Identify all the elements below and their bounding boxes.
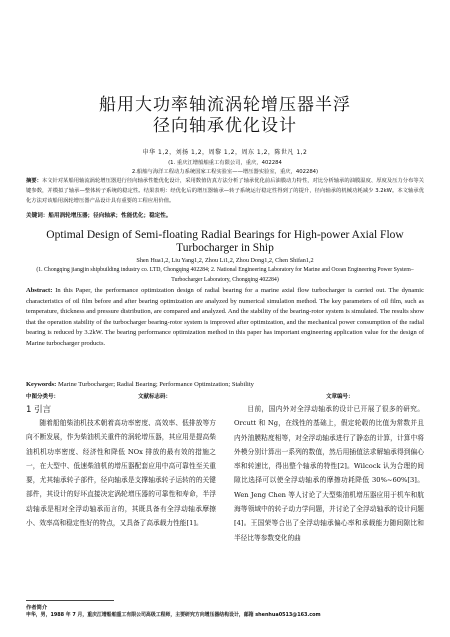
affiliation-cn-1: (1. 重庆江增船舶重工有限公司，重庆，402284 bbox=[168, 160, 282, 166]
body-right-paragraph: 目前，国内外对全浮动轴承的设计已开展了很多的研究。Orcutt 和 Ng，在线性的基础上，假定轮毂的比值为常数并且内外油膜粘度相等，对全浮动轴承进行了静态的计算，计算中将外模分别计算出一系列的数值，然后用插值法求解轴承得到偏心率和转速比，得出整个轴承的特性[2]。Wilcock 认为合理的间隙比选择可以使全浮动轴承的摩擦功耗降低 30%~60%[3]。Wen Jeng Chen 等人讨论了大型柴油机增压器应用于机车和航海等领域中的转子动力学问题，并讨论了全浮动轴承的设计问题[4]。王国荣等合出了全浮动轴承偏心率和承载能力随间隙比和半径比等参数变化的曲 bbox=[234, 405, 424, 542]
class-number-label: 中图分类号： bbox=[26, 394, 60, 400]
abstract-en-label: Abstract: bbox=[26, 287, 53, 294]
keywords-en-text: Marine Turbocharger; Radial Bearing; Performance Optimization; Stability bbox=[56, 381, 254, 388]
authors-cn: 申华 1,2，刘扬 1,2，周黎 1,2，周东 1,2，陈世凡 1,2 bbox=[142, 149, 308, 156]
footnote-author-bio: 申华，男，1988 年 7 月，重庆江增船舶重工有限公司高级工程师，主要研究方向增压器结构设计，邮箱 shenhua0513@163.com bbox=[26, 612, 321, 618]
abstract-cn-label: 摘要： bbox=[26, 178, 42, 184]
title-cn-line1: 船用大功率轴流涡轮增压器半浮 bbox=[99, 95, 351, 115]
abstract-en bbox=[26, 286, 424, 350]
authors-en: Shen Hua1,2, Liu Yang1,2, Zhou Li1,2, Zhou Dong1,2, Chen Shifan1,2 bbox=[136, 257, 314, 264]
keywords-en-label: Keywords: bbox=[26, 381, 57, 388]
article-number-label: 文章编号： bbox=[326, 394, 354, 400]
classification-row bbox=[26, 392, 424, 400]
body-left-column bbox=[26, 416, 216, 530]
abstract-cn-text: 本文针对某船用轴流涡轮增压器进行径向轴承性能优化设计，采用数值仿真方法分析了轴承优化前后油膜动力特性，对比分析轴承的油膜温度、厚度及压力分布等关键参数，并模拟了轴承—整体转子系统的稳定性。结果表明：经优化后的增压器轴承—转子系统运行稳定性得到了的提升，径向轴承的机械功耗减少 3.2kW。本文轴承优化方法对该船用涡轮增压器产品设计具有重要的工程应用价值。 bbox=[26, 178, 424, 204]
footnote-label: 作者简介 bbox=[26, 605, 48, 611]
section-heading-introduction: 1 引言 bbox=[26, 405, 52, 415]
title-en: Optimal Design of Semi-floating Radial Bearings for High-power Axial Flow Turbocharger in Ship bbox=[46, 229, 404, 254]
affiliation-cn-2: 2.船舶与海洋工程动力系统国家工程实验室——增压器实验室，重庆，402284) bbox=[131, 169, 319, 175]
keywords-cn: 关键词：船用涡轮增压器；径向轴承；性能优化；稳定性。 bbox=[26, 213, 172, 219]
abstract-en-text: In this Paper, the performance optimization design of radial bearing for a marine axial flow turbocharger is carried out. The dynamic characteristics of oil film before and after bearing optimization are analyzed by numerical simulation method. The key parameters of oil film, such as temperature, thickness and pressure distribution, are compared and analyzed. And the stability of the bearing-rotor system is simulated. The results show that the operation stability of the turbocharger bearing-rotor system is improved after optimization, and the mechanical power consumption of the radial bearing is reduced by 3.2kW. The bearing performance optimization method in this paper has important engineering application value for the design of Marine turbocharger products. bbox=[26, 287, 424, 347]
body-right-column bbox=[234, 402, 424, 545]
document-code-label: 文献标志码： bbox=[138, 394, 172, 400]
abstract-cn bbox=[26, 176, 424, 206]
footnote-divider bbox=[26, 600, 114, 601]
keywords-en bbox=[26, 381, 424, 388]
body-left-paragraph: 随着船舶柴油机技术朝着高功率密度、高效率、低排放等方向不断发展，作为柴油机关重件的涡轮增压器，其应用是提高柴油机机功率密度、经济性和降低 NOx 排放的最有效的措施之一，在大型中、低速柴油机的增压器配套应用中高可靠性至关重要，尤其轴承转子部件，径向轴承是支撑轴承转子运转的的关键部件，其设计的好坏直接决定涡轮增压器的可靠性和寿命，半浮动轴承是相对全浮动轴承而言的，其既具备有全浮动轴承摩擦小、效率高和稳定性好的特点，又具备了高承载力性能[1]。 bbox=[26, 419, 216, 528]
title-cn-line2: 径向轴承优化设计 bbox=[153, 116, 297, 136]
affiliation-en: (1. Chongqing jiangjin shipbuilding industry co. LTD, Chongqing 402284; 2. National Engineering Laboratory for Marine and Ocean Engineering Power System–Turbocharger Laboratory, Chongqing 402284) bbox=[36, 267, 414, 283]
